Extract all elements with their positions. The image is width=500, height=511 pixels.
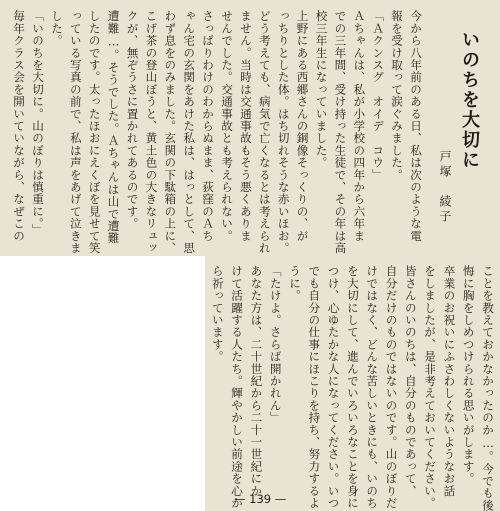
- article-title: いのちを大切に: [459, 30, 480, 170]
- author-name: 戸塚 綾子: [438, 150, 452, 225]
- text-column: でも自分の仕事にほこりを持ち、努力するよ: [307, 265, 322, 509]
- text-column: をしましたが、是非考えておいてください。: [423, 265, 438, 509]
- text-column: せんでした。交通事故とも考えられない。: [220, 10, 234, 242]
- text-column: けて活躍する人たち。輝やかしい前途を心か: [230, 265, 245, 509]
- text-column: ゃん宅の玄関をあけた私は、はっとして、思: [182, 10, 197, 254]
- text-column: さっぱりわけのわからぬまま、荻窪のＡち: [201, 10, 216, 242]
- text-column: っちりとした体。はち切れそうな赤いほお。: [276, 10, 291, 254]
- text-column: っている写真の前で、私は声をあげて泣きま: [68, 10, 83, 254]
- text-column: 毎年クラス会を開いていながら、なぜこの: [12, 10, 27, 242]
- text-column: 今から八年前のある日、私は次のような電: [409, 10, 423, 242]
- text-column: けではなく、どんな苦しいときにも、いのち: [365, 265, 380, 509]
- text-column: ません。当時は交通事故もそう悪くありま: [238, 10, 253, 242]
- text-column: わず息をのみました。玄関の下駄箱の上に、: [163, 10, 178, 254]
- text-column: 卒業のお祝いにふさわしくないようなお話: [442, 265, 457, 497]
- text-column: したのです。太ったほおにえくぼを見せて笑: [87, 10, 102, 254]
- text-column: クが、無ぞうさに置かれてあるのです。: [125, 10, 140, 230]
- text-column: を大切にして、進んでいろいろなことを身に: [345, 265, 360, 509]
- text-column: 自分だけのものではないのです。山のぼりだ: [384, 265, 399, 509]
- text-column: 報を受け取って涙ぐみました。: [390, 10, 405, 181]
- text-column: Ａちゃんは、私が小学校の四年から六年ま: [352, 10, 367, 242]
- text-column: どう考えても、病気で亡くなるとは考えられ: [257, 10, 272, 254]
- text-column: 「たけよ。さらば開かれん」: [268, 265, 283, 424]
- text-column: 「Ａクンスグ オイデ コウ」: [371, 10, 386, 181]
- page-number: — 139 —: [234, 492, 287, 506]
- text-column: 遭難…。そうでした。Ａちゃんは山で遭難: [106, 10, 121, 245]
- text-column: うに。: [288, 265, 302, 302]
- text-column: つけ、心ゆたかな人になってください。いつ: [326, 265, 341, 509]
- text-column: ことを教えておかなかったのか…。今でも後: [481, 265, 495, 511]
- text-column: こげ茶の登山ぼうと、黄土色の大きなリュッ: [144, 10, 159, 254]
- lower-text-block: [205, 255, 500, 511]
- text-column: 「いのちを大切に。山のぼりは慎重に。」: [31, 10, 45, 236]
- text-column: 上野にある西郷さんの銅像そっくりの、が: [295, 10, 310, 242]
- text-column: した。: [49, 10, 64, 47]
- text-column: での三年間、受け持った生徒で、その年は高: [333, 10, 348, 254]
- text-column: 皆さんのいのちは、自分のものであって、: [403, 265, 418, 497]
- text-column: 校三年生になっていました。: [314, 10, 329, 169]
- text-column: あなた方は、二十世紀から二十一世紀にか: [249, 265, 264, 497]
- text-column: ら祈っています。: [210, 265, 225, 363]
- text-column: 悔に胸をしめつけられる思いがします。: [461, 265, 476, 485]
